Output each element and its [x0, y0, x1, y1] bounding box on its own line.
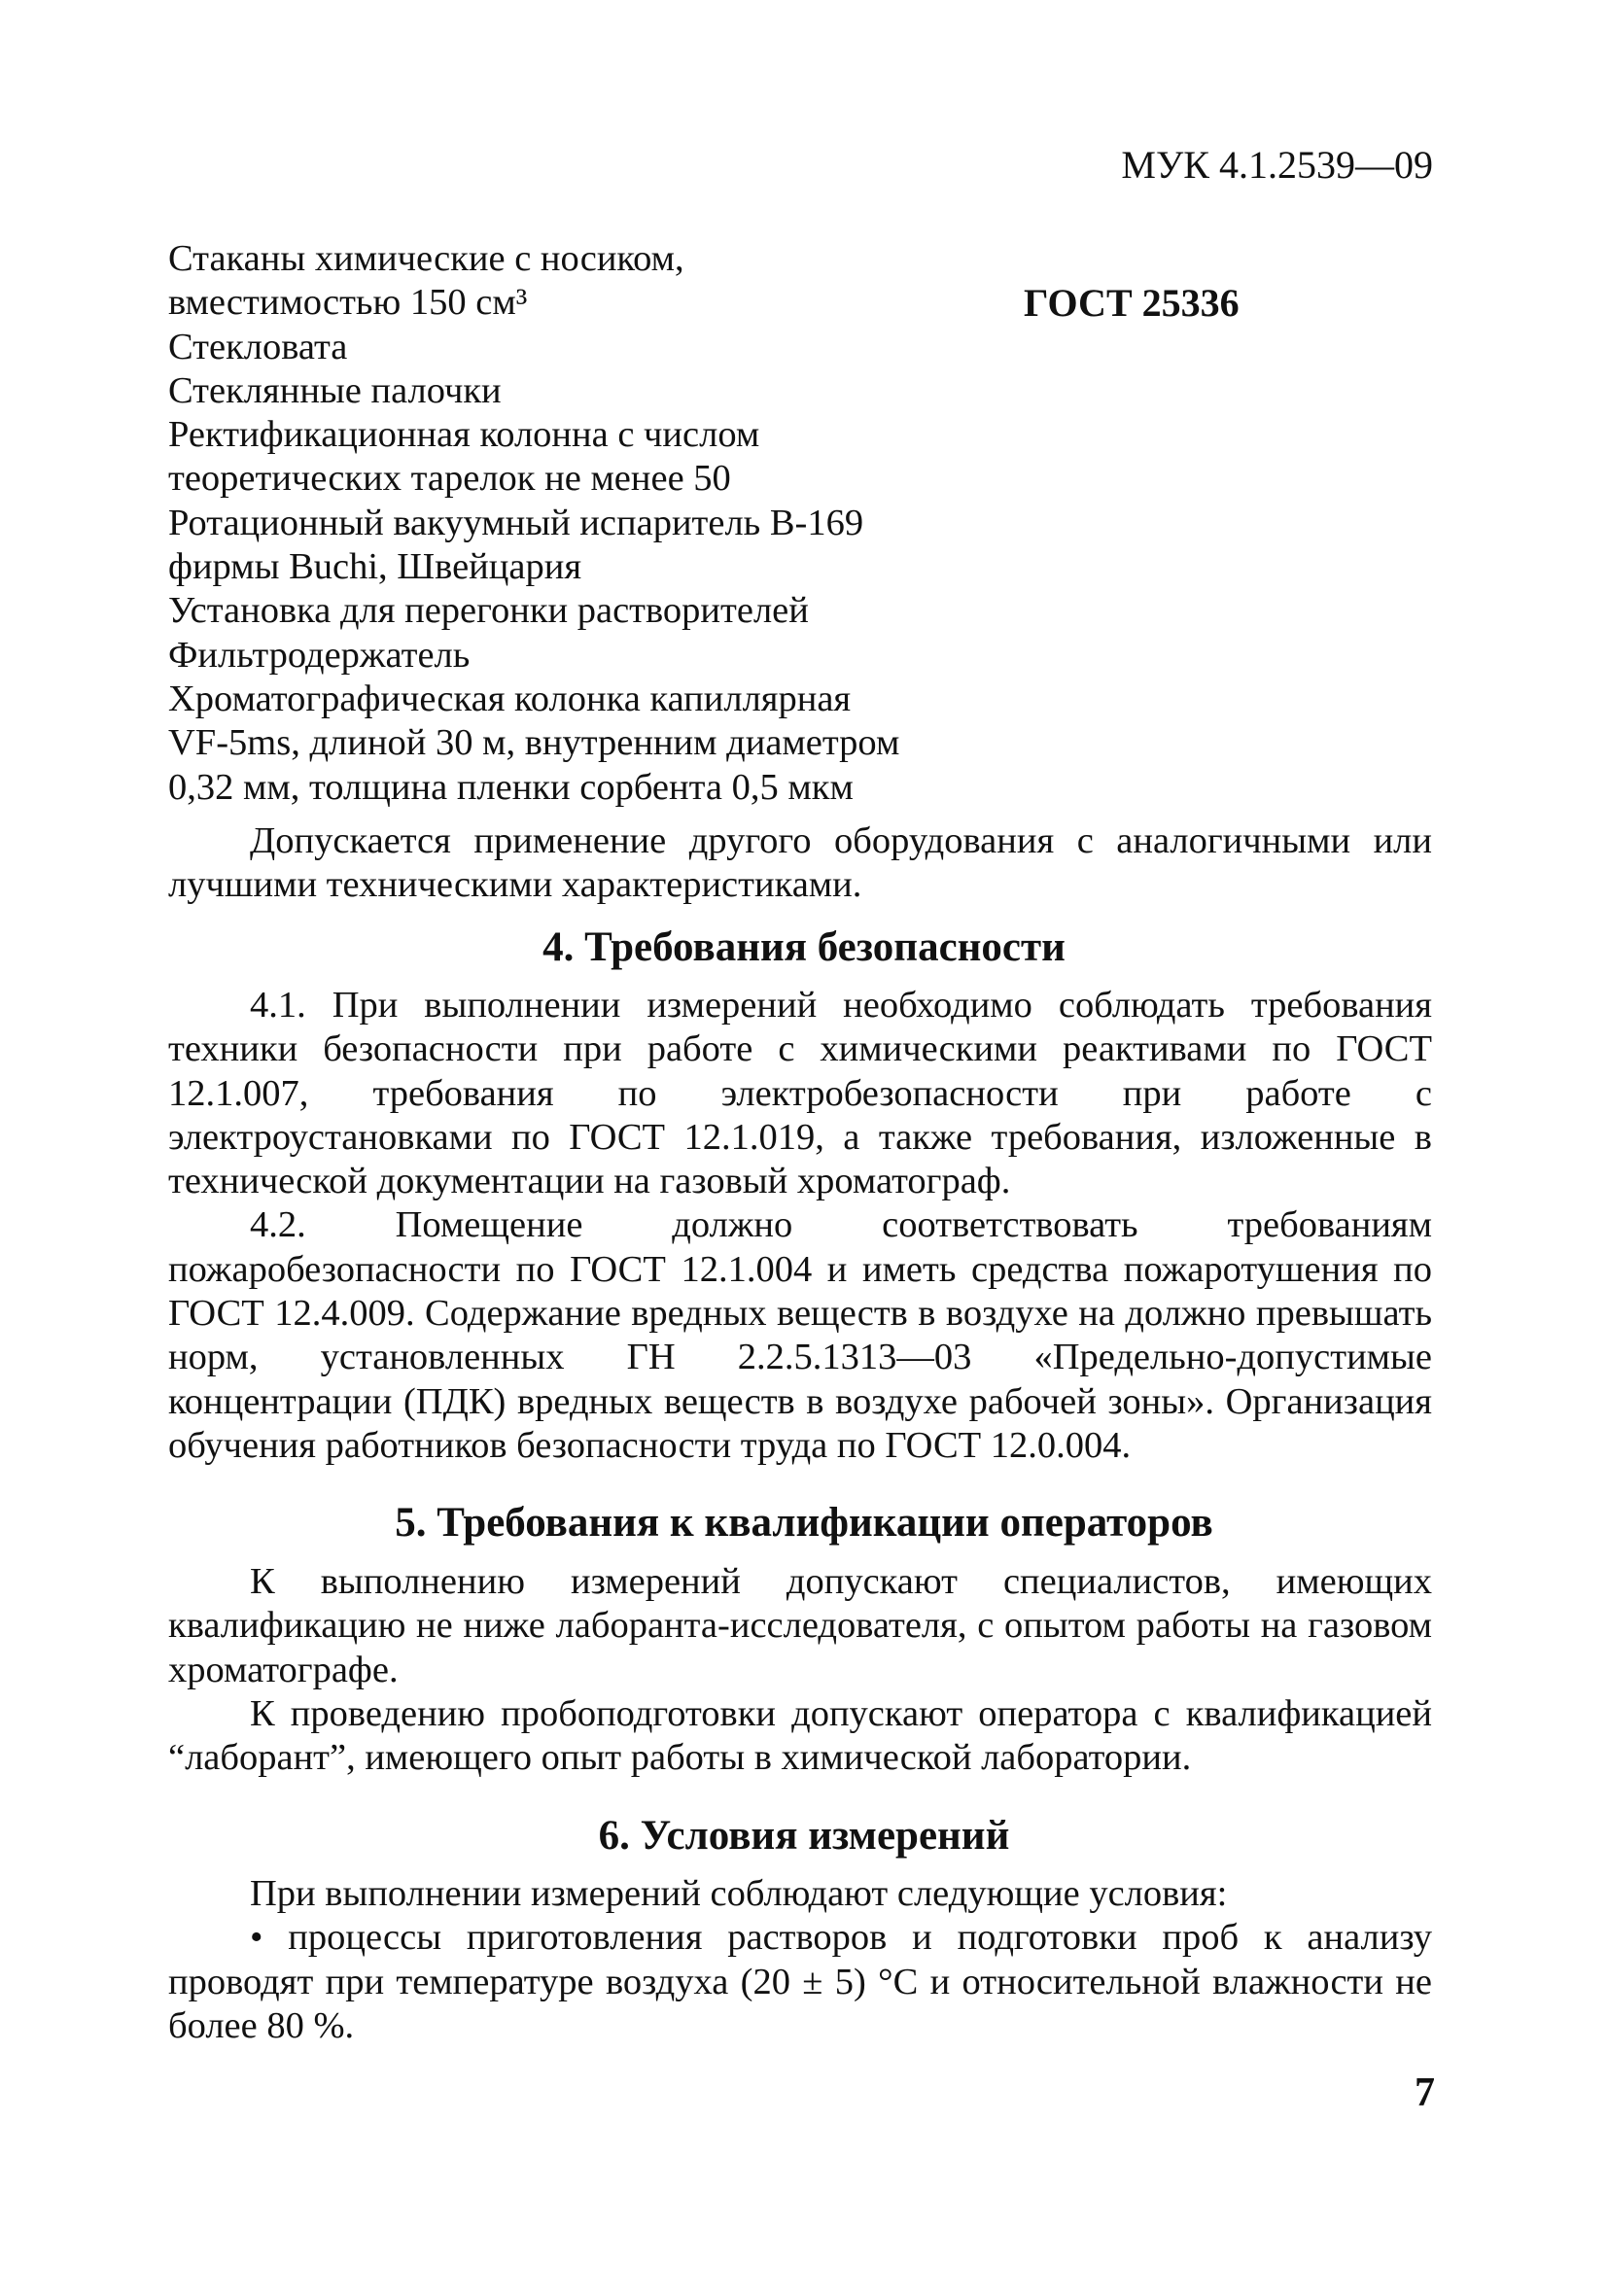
- section-4-title: 4. Требования безопасности: [542, 924, 1066, 970]
- document-code: МУК 4.1.2539—09: [1121, 143, 1433, 187]
- equipment-item: VF-5ms, длиной 30 м, внутренним диаметром: [168, 722, 900, 764]
- section-4-paragraph: 4.2. Помещение должно соответствовать требованиям пожаробезопасности по ГОСТ 12.1.004 и иметь средства пожаротушения по ГОСТ 12.4.009. Содержание вредных веществ в воздухе на должно превышать норм, установленных ГН 2.2.5.1313—03 «Предельно-допустимые концентрации (ПДК) вредных веществ в воздухе рабочей зоны». Организация обучения работников безопасности труда по ГОСТ 12.0.004.: [168, 1204, 1432, 1466]
- equipment-note: Допускается применение другого оборудования с аналогичными или лучшими техническими характеристиками.: [168, 820, 1432, 906]
- equipment-gost: ГОСТ 25336: [1024, 281, 1240, 326]
- equipment-item: Ротационный вакуумный испаритель В-169: [168, 502, 864, 543]
- section-5-paragraph: К проведению пробоподготовки допускают оператора с квалификацией “лаборант”, имеющего опыт работы в химической лаборатории.: [168, 1692, 1432, 1779]
- equipment-item: вместимостью 150 см³: [168, 282, 528, 324]
- equipment-row: [168, 589, 1442, 633]
- equipment-item: Хроматографическая колонка капиллярная: [168, 678, 852, 719]
- section-6-body: [168, 1872, 1432, 2048]
- equipment-row: [168, 413, 1442, 457]
- section-5-body: [168, 1560, 1432, 1780]
- equipment-row: [168, 369, 1442, 413]
- equipment-row: [168, 678, 1442, 721]
- equipment-item: фирмы Buchi, Швейцария: [168, 546, 582, 588]
- section-6-title: 6. Условия измерений: [598, 1813, 1010, 1859]
- equipment-row: [168, 545, 1442, 589]
- equipment-item: Стаканы химические с носиком,: [168, 238, 684, 279]
- section-4-body: [168, 984, 1432, 1468]
- section-5-title: 5. Требования к квалификации операторов: [395, 1500, 1213, 1546]
- equipment-item: 0,32 мм, толщина пленки сорбента 0,5 мкм: [168, 766, 854, 808]
- equipment-row: [168, 237, 1442, 281]
- equipment-item: Стеклянные палочки: [168, 369, 502, 411]
- section-6-bullet: • процессы приготовления растворов и подготовки проб к анализу проводят при температуре воздуха (20 ± 5) °С и относительной влажности не более 80 %.: [168, 1917, 1432, 2046]
- equipment-row: [168, 766, 1442, 810]
- section-4-paragraph: 4.1. При выполнении измерений необходимо соблюдать требования техники безопасности при работе с химическими реактивами по ГОСТ 12.1.007, требования по электробезопасности при работе с электроустановками по ГОСТ 12.1.019, а также требования, изложенные в технической документации на газовый хроматограф.: [168, 985, 1432, 1202]
- equipment-list: [168, 237, 1442, 810]
- equipment-item: Фильтродержатель: [168, 634, 471, 676]
- section-5-paragraph: К выполнению измерений допускают специалистов, имеющих квалификацию не ниже лаборанта-исследователя, с опытом работы на газовом хроматографе.: [168, 1561, 1432, 1690]
- section-6-paragraph: При выполнении измерений соблюдают следующие условия:: [250, 1873, 1228, 1914]
- equipment-item: Стекловата: [168, 326, 348, 367]
- equipment-item: теоретических тарелок не менее 50: [168, 458, 731, 500]
- equipment-row: [168, 502, 1442, 545]
- equipment-item: Ректификационная колонна с числом: [168, 414, 760, 456]
- equipment-row: [168, 281, 1442, 325]
- equipment-row: [168, 634, 1442, 678]
- equipment-row: [168, 326, 1442, 369]
- equipment-item: Установка для перегонки растворителей: [168, 590, 809, 632]
- equipment-row: [168, 457, 1442, 501]
- equipment-note-block: [168, 819, 1432, 908]
- page-number: 7: [1415, 2070, 1435, 2115]
- equipment-row: [168, 721, 1442, 765]
